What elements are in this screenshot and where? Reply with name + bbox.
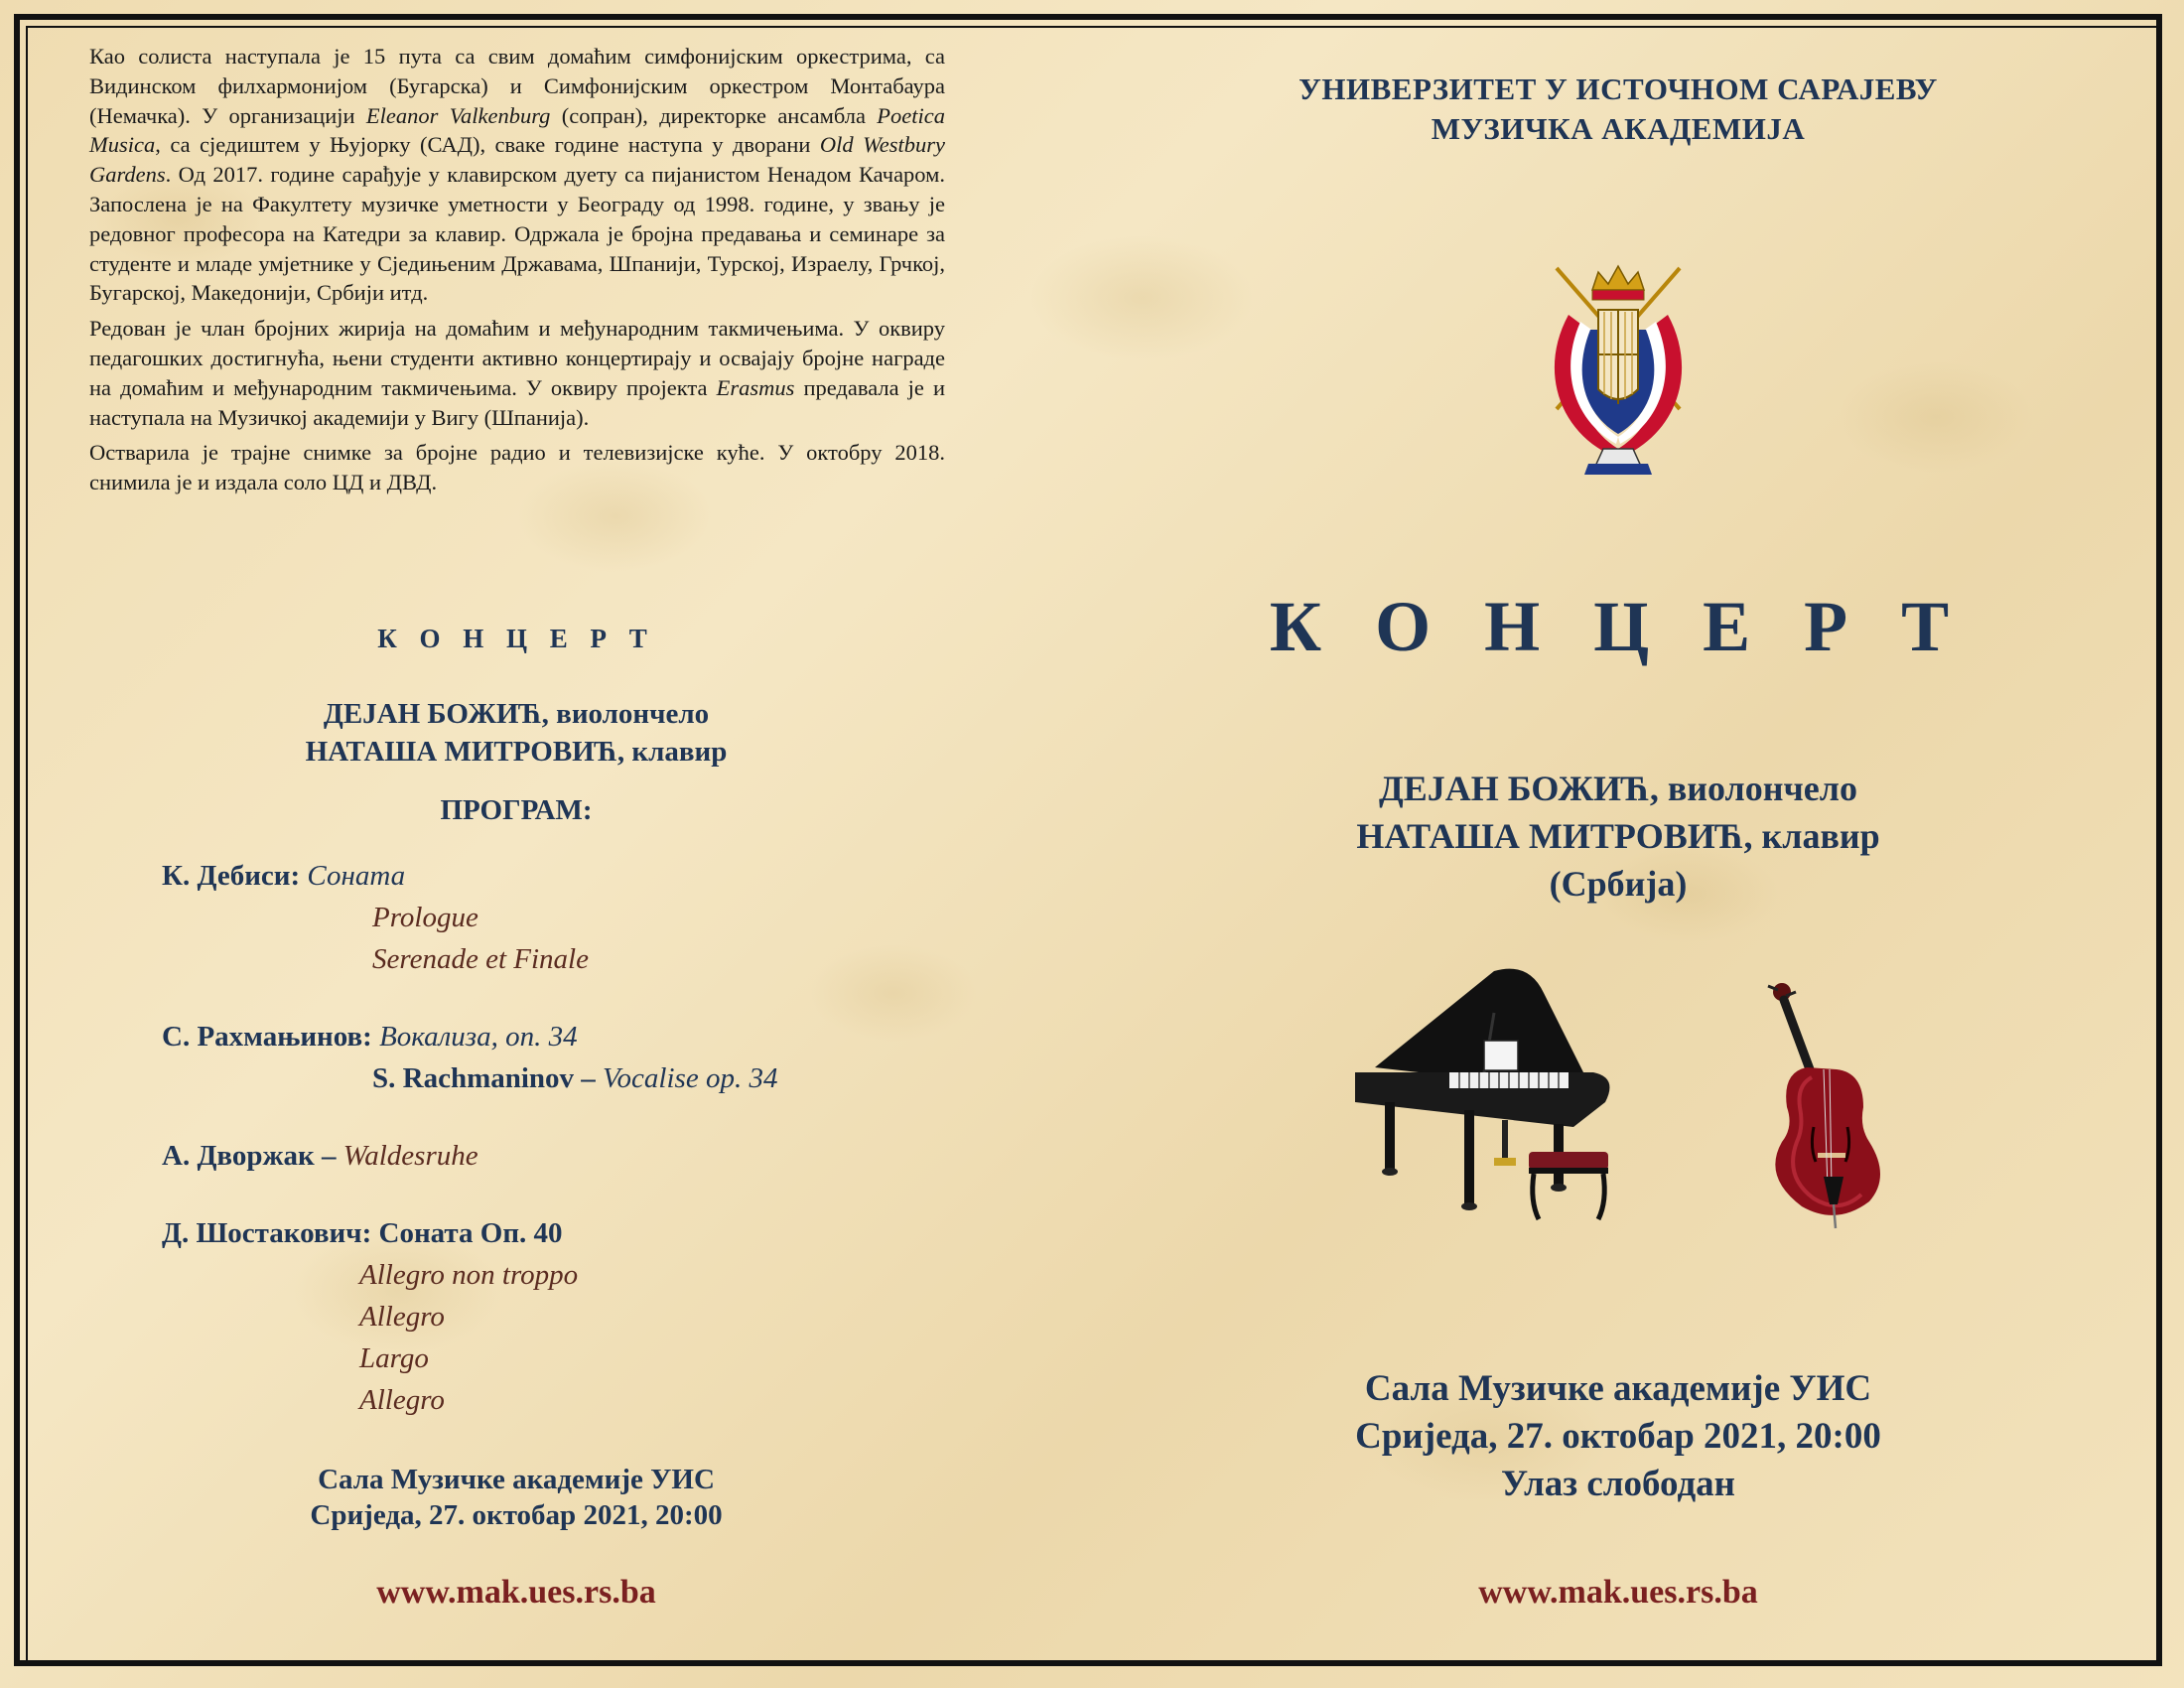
performer-country: (Србија) (1549, 864, 1688, 904)
left-performer-cello: ДЕЈАН БОЖИЋ, виолончело (323, 698, 710, 730)
bio-venue: Old Westbury Gardens (89, 132, 945, 188)
right-performer-cello: ДЕЈАН БОЖИЋ, виолончело (1379, 769, 1857, 808)
left-performers (89, 695, 943, 771)
left-performer-piano: НАТАША МИТРОВИЋ, клавир (305, 736, 728, 768)
bio-name: Eleanor Valkenburg (365, 102, 551, 128)
right-venue-info (1161, 1365, 2075, 1508)
right-venue: Сала Музичке академије УИС (1364, 1368, 1872, 1409)
bio-paragraph-3: Остварила је трајне снимке за бројне радио и телевизијске куће. У октобру 2018. снимила је и издала соло ЦД и ДВД. (89, 440, 945, 495)
left-venue: Сала Музичке академије УИС (318, 1464, 715, 1495)
university-header (1161, 70, 2075, 149)
program-rachmaninov: С. Рахмањинов: Вокализа, оп. 34 (162, 1021, 578, 1053)
concert-title: К О Н Ц Е Р Т (1269, 587, 1968, 666)
program-shostakovich-movement-1: Allegro non troppo (359, 1259, 579, 1291)
bio-project: Erasmus (716, 374, 795, 400)
biography-text (89, 42, 945, 503)
cello-icon (1752, 978, 1891, 1231)
right-date: Сриједа, 27. октобар 2021, 20:00 (1355, 1416, 1881, 1457)
left-venue-info (89, 1462, 943, 1533)
program-shostakovich-movement-4: Allegro (359, 1384, 445, 1416)
program-debussy-movement-1: Prologue (372, 902, 478, 933)
left-concert-title: К О Н Ц Е Р Т (377, 624, 655, 653)
academy-name: МУЗИЧКА АКАДЕМИЈА (1431, 111, 1806, 146)
music-academy-crest-icon (1549, 260, 1688, 481)
left-website-link[interactable]: www.mak.ues.rs.ba (376, 1574, 656, 1611)
right-website-link[interactable]: www.mak.ues.rs.ba (1478, 1574, 1758, 1611)
right-performers (1161, 765, 2075, 908)
program-heading: ПРОГРАМ: (440, 794, 593, 826)
program-shostakovich-movement-2: Allegro (359, 1301, 445, 1333)
program-shostakovich: Д. Шостакович: Соната Оп. 40 (162, 1217, 563, 1249)
left-date: Сриједа, 27. октобар 2021, 20:00 (310, 1499, 723, 1531)
bio-paragraph-2: Редован је члан бројних жирија на домаћим и међународним такмичењима. У оквиру педагошких достигнућа, њени студенти активно концертирају и освајају бројне награде на домаћим и међународним такмичењима. У оквиру пројекта Erasmus предавала је и наступала на Музичкој академији у Вигу (Шпанија). (89, 316, 946, 430)
program-dvorak: А. Дворжак – Waldesruhe (162, 1140, 478, 1172)
program-shostakovich-movement-3: Largo (359, 1342, 429, 1374)
university-name: УНИВЕРЗИТЕТ У ИСТОЧНОМ САРАЈЕВУ (1298, 71, 1938, 106)
bio-paragraph-1: Као солиста наступала је 15 пута са свим домаћим симфонијским оркестрима, са Видинском филхармонијом (Бугарска) и Симфонијским оркестром Монтабаура (Немачка). У организацији Eleanor Valkenburg (сопран), директорке ансамбла Poetica Musica, са сједиштем у Њујорку (САД), сваке године наступа у дворани Old Westbury Gardens. Од 2017. године сарађује у клавирском дуету са пијанистом Ненадом Качаром. Запослена је на Факултету музичке уметности у Београду од 1998. године, у звању је редовног професора на Катедри за клавир. Одржала је бројна предавања и семинаре за студенте и младе умјетнике у Сједињеним Државама, Шпанији, Турској, Израелу, Грчкој, Бугарској, Македонији, Србији итд. (89, 44, 946, 306)
grand-piano-icon (1345, 953, 1623, 1231)
program-debussy: К. Дебиси: Соната (162, 860, 406, 892)
free-entry: Улаз слободан (1500, 1464, 1736, 1504)
right-performer-piano: НАТАША МИТРОВИЋ, клавир (1356, 816, 1880, 856)
program-debussy-movement-2: Serenade et Finale (372, 943, 589, 975)
bio-ensemble: Poetica Musica (89, 102, 946, 158)
program-rachmaninov-latin: S. Rachmaninov – Vocalise op. 34 (372, 1062, 778, 1094)
